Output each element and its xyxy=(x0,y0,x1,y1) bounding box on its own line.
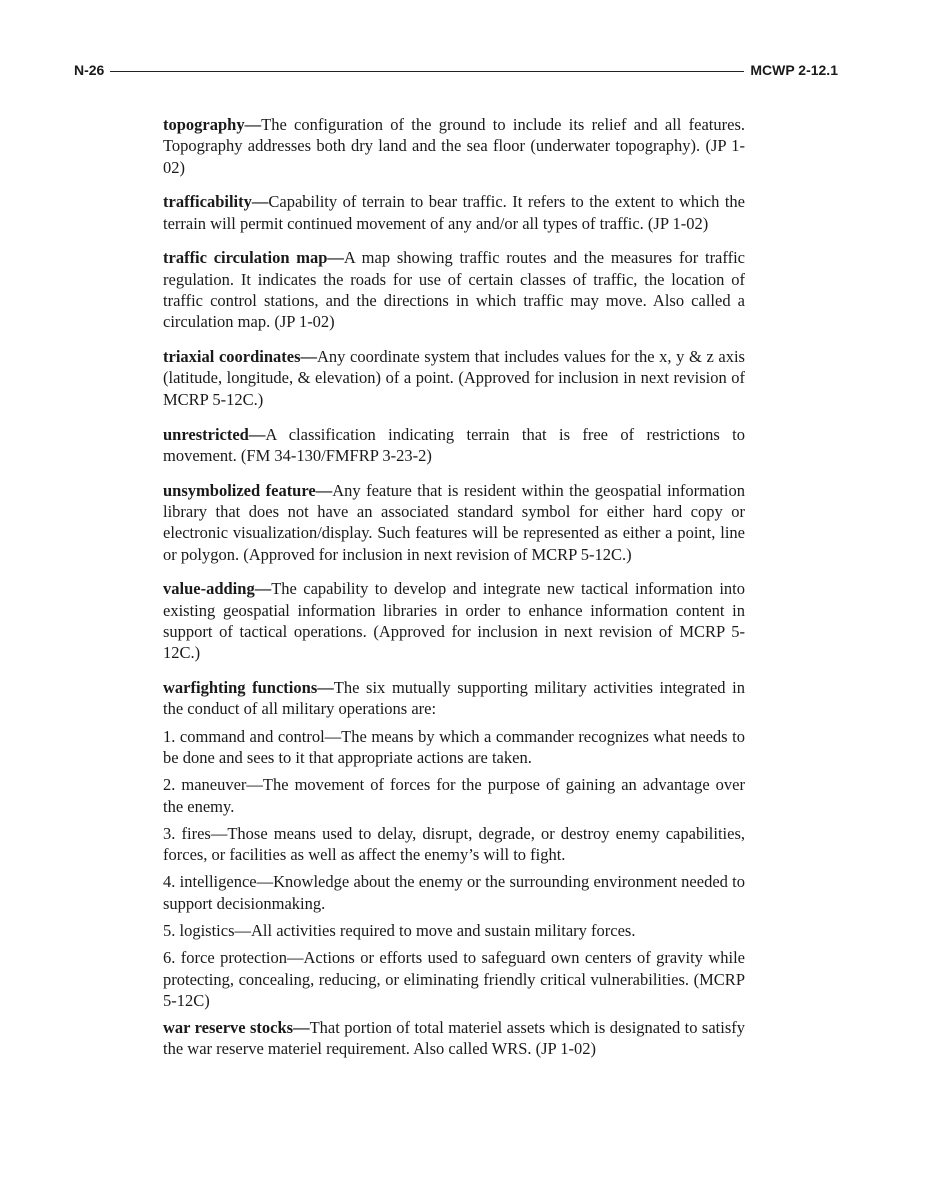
glossary-entry-value-adding xyxy=(163,578,745,663)
glossary-definition: Capability of terrain to bear traffic. It refers to the extent to which the terrain will permit continued movement of any and/or all types of traffic. (JP 1-02) xyxy=(163,192,745,233)
glossary-definition: The capability to develop and integrate new tactical information into existing geospatial information libraries in order to enhance information content in support of tactical operations. (Approved for inclusion in next revision of MCRP 5-12C.) xyxy=(163,579,745,663)
term-dash: — xyxy=(327,248,344,268)
glossary-entry-unsymbolized-feature xyxy=(163,480,745,565)
term-dash: — xyxy=(300,347,318,367)
glossary-definition: A classification indicating terrain that is free of restrictions to movement. (FM 34-130/FMFRP 3-23-2) xyxy=(163,424,745,465)
page-number: N-26 xyxy=(74,62,105,78)
glossary-definition: Any coordinate system that includes values for the x, y & z axis (latitude, longitude, & elevation) of a point. (Approved for inclusion in next revision of MCRP 5-12C.) xyxy=(163,347,745,409)
term-dash: — xyxy=(251,192,269,212)
glossary-entry-triaxial-coordinates xyxy=(163,346,745,410)
glossary-term: traffic circulation map xyxy=(163,248,328,268)
glossary-body xyxy=(163,114,745,1073)
glossary-definition: The six mutually supporting military activities integrated in the conduct of all military operations are: xyxy=(163,678,745,719)
glossary-term: triaxial coordinates xyxy=(163,347,301,367)
term-dash: — xyxy=(315,480,333,500)
glossary-term: warfighting functions xyxy=(163,678,318,698)
term-dash: — xyxy=(244,115,262,134)
glossary-entry-unrestricted xyxy=(163,424,745,467)
glossary-definition: A map showing traffic routes and the measures for traffic regulation. It indicates the roads for use of certain classes of traffic, the location of traffic control stations, and the directions in which traffic may move. Also called a circulation map. (JP 1-02) xyxy=(163,248,745,332)
glossary-term: unrestricted xyxy=(163,424,249,444)
warfighting-item-maneuver: 2. maneuver—The movement of forces for the purpose of gaining an advantage over the enemy. xyxy=(163,775,745,816)
warfighting-item-intelligence: 4. intelligence—Knowledge about the enemy or the surrounding environment needed to support decisionmaking. xyxy=(163,872,745,913)
warfighting-item-logistics: 5. logistics—All activities required to move and sustain military forces. xyxy=(163,921,636,940)
page-header xyxy=(74,62,838,78)
glossary-term: unsymbolized feature xyxy=(163,480,316,500)
glossary-entry-traffic-circulation-map xyxy=(163,247,745,332)
glossary-term: trafficability xyxy=(163,192,252,212)
glossary-term: war reserve stocks xyxy=(163,1018,294,1038)
glossary-entry-war-reserve-stocks xyxy=(163,1017,745,1060)
warfighting-item-command-and-control: 1. command and control—The means by which a commander recognizes what needs to be done and sees to it that appropriate actions are taken. xyxy=(163,726,745,767)
term-dash: — xyxy=(293,1018,310,1038)
term-dash: — xyxy=(254,579,272,599)
glossary-entry-topography xyxy=(163,114,745,178)
publication-id: MCWP 2-12.1 xyxy=(750,62,838,78)
glossary-entry-warfighting-functions xyxy=(163,677,745,720)
warfighting-item-fires: 3. fires—Those means used to delay, disrupt, degrade, or destroy enemy capabilities, forces, or facilities as well as affect the enemy’s will to fight. xyxy=(163,823,745,865)
glossary-term: value-adding xyxy=(163,579,255,599)
glossary-entry-trafficability xyxy=(163,191,745,234)
glossary-definition: The configuration of the ground to include its relief and all features. Topography addresses both dry land and the sea floor (underwater topography). (JP 1-02) xyxy=(163,115,745,177)
glossary-definition: That portion of total materiel assets which is designated to satisfy the war reserve materiel requirement. Also called WRS. (JP 1-02) xyxy=(163,1018,745,1059)
term-dash: — xyxy=(248,424,266,444)
warfighting-item-force-protection: 6. force protection—Actions or efforts used to safeguard own centers of gravity while protecting, concealing, reducing, or eliminating friendly critical vulnerabilities. (MCRP 5-12C) xyxy=(163,948,745,1010)
glossary-term: topography xyxy=(163,115,245,134)
term-dash: — xyxy=(317,678,334,698)
header-rule xyxy=(110,71,744,72)
glossary-definition: Any feature that is resident within the geospatial information library that does not have an associated standard symbol for either hard copy or electronic visualization/display. Such features will be represented as either a point, line or polygon. (Approved for inclusion in next revision of MCRP 5-12C.) xyxy=(163,480,745,564)
